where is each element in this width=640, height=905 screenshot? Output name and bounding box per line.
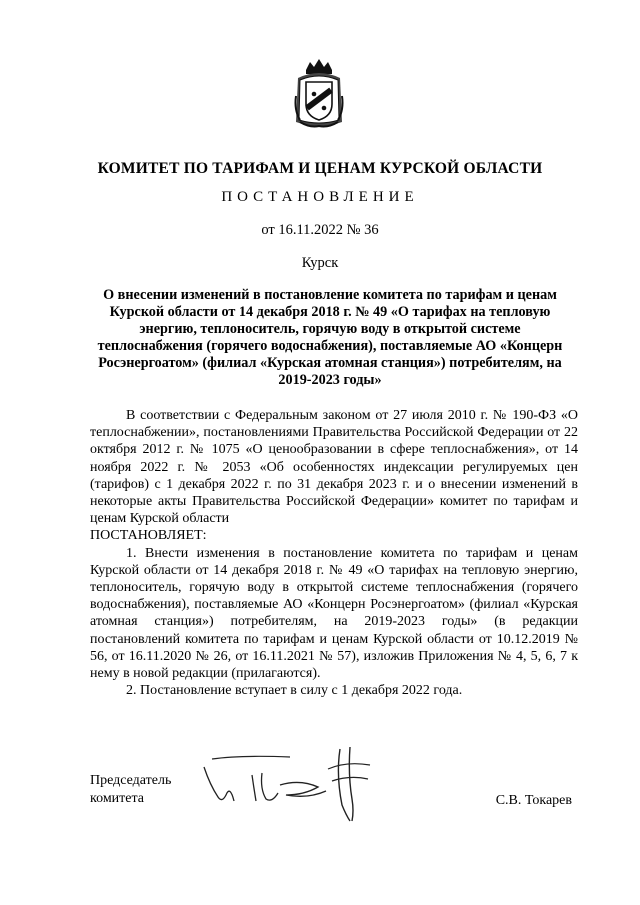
- item-2-paragraph: 2. Постановление вступает в силу с 1 декабря 2022 года.: [126, 683, 463, 699]
- document-city: Курск: [301, 255, 339, 271]
- kursk-coat-of-arms-icon: [290, 56, 348, 130]
- signer-title-line-1: Председатель: [90, 773, 172, 788]
- document-subject: О внесении изменений в постановление комитета по тарифам и ценам Курской области от 14 декабря 2018 г. № 49 «О тарифах на тепловую энергию, теплоноситель, горячую воду в открытой системе теплоснабжения (горячего водоснабжения), поставляемые АО «Концерн Росэнергоатом» (филиал «Курская атомная станция») потребителям, на 2019-2023 годы»: [97, 287, 563, 388]
- document-date-number: от 16.11.2022 № 36: [261, 222, 379, 238]
- committee-name: КОМИТЕТ ПО ТАРИФАМ И ЦЕНАМ КУРСКОЙ ОБЛАСТИ: [97, 160, 543, 177]
- signer-name: С.В. Токарев: [495, 793, 572, 808]
- resolves-line: ПОСТАНОВЛЯЕТ:: [90, 528, 207, 544]
- item-1-paragraph: 1. Внести изменения в постановление комитета по тарифам и ценам Курской области от 14 декабря 2018 г. № 49 «О тарифах на тепловую энергию, теплоноситель, горячую воду в открытой системе теплоснабжения (горячего водоснабжения), поставляемые АО «Концерн Росэнергоатом» (филиал «Курская атомная станция») потребителям, на 2019-2023 годы» (в редакции постановлений комитета по тарифам и ценам Курской области от 10.12.2019 № 56, от 16.11.2020 № 26, от 16.11.2021 № 57), изложив Приложения № 4, 5, 6, 7 к нему в новой редакции (прилагаются).: [90, 545, 578, 682]
- signer-title: [90, 772, 171, 808]
- preamble-paragraph: В соответствии с Федеральным законом от 27 июля 2010 г. № 190-ФЗ «О теплоснабжении», постановлениями Правительства Российской Федерации от 22 октября 2012 г. № 1075 «О ценообразовании в сфере теплоснабжения», от 14 ноября 2022 г. № 2053 «Об особенностях индексации регулируемых цен (тарифов) с 1 декабря 2022 г. по 31 декабря 2023 г. и о внесении изменений в некоторые акты Правительства Российской Федерации» комитет по тарифам и ценам Курской области: [90, 408, 578, 527]
- handwritten-signature-icon: [200, 745, 385, 823]
- document-body: [90, 407, 578, 699]
- document-type: ПОСТАНОВЛЕНИЕ: [221, 189, 419, 205]
- signer-title-line-2: комитета: [90, 791, 145, 806]
